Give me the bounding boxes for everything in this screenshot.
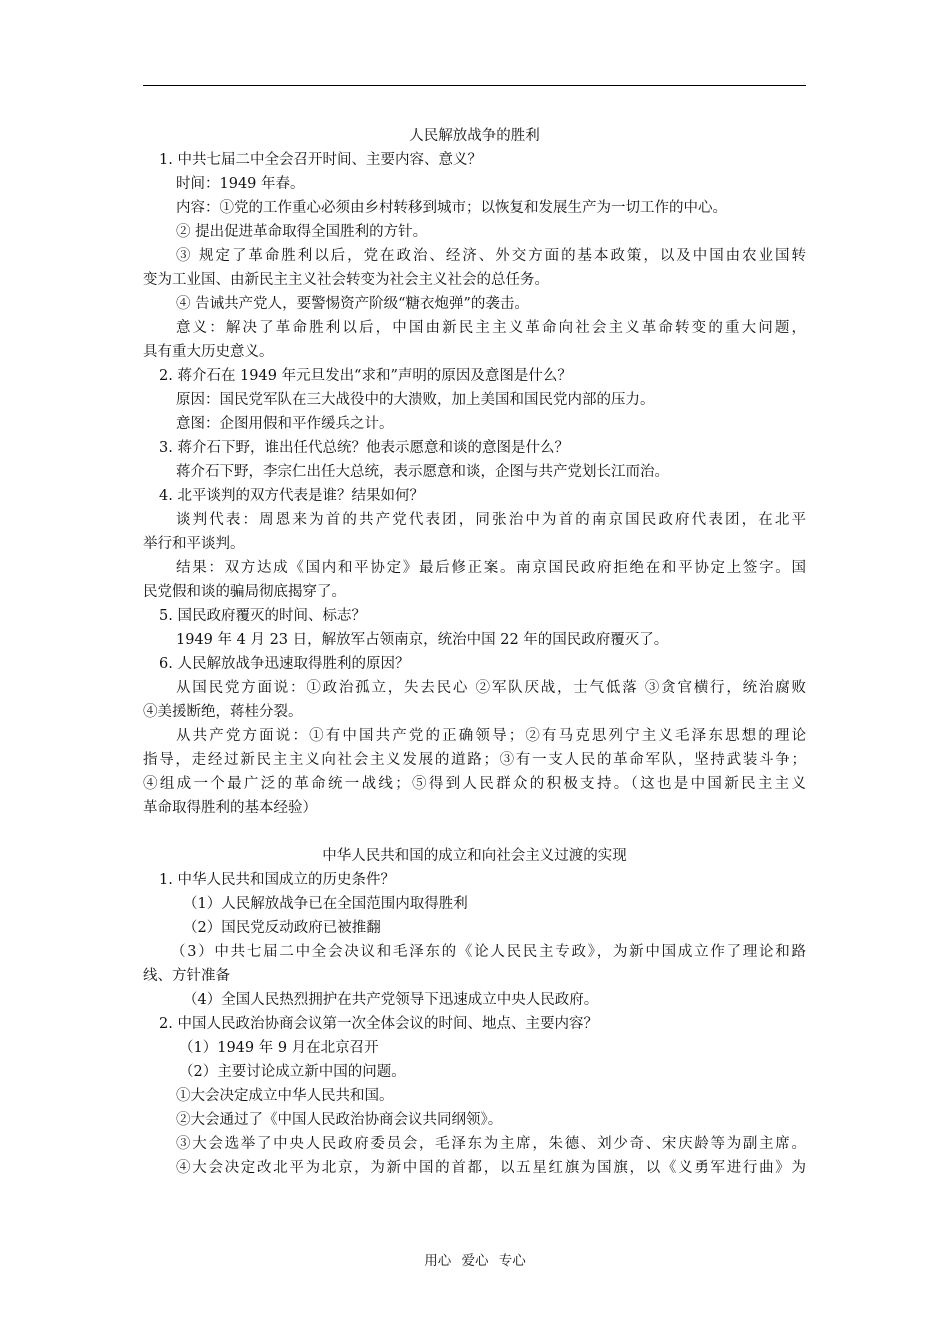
text-line: （2）国民党反动政府已被推翻 [183,920,381,936]
text-line: 举行和平谈判。 [143,536,245,552]
text-line: 民党假和谈的骗局彻底揭穿了。 [143,584,346,600]
text-line: 从国民党方面说：①政治孤立，失去民心 ②军队厌战，士气低落 ③贪官横行，统治腐败 [176,680,806,696]
text-line: 2. 中国人民政治协商会议第一次全体会议的时间、地点、主要内容？ [159,1016,598,1032]
text-line: （4）全国人民热烈拥护在共产党领导下迅速成立中央人民政府。 [183,992,599,1008]
text-line: 变为工业国、由新民主主义社会转变为社会主义社会的总任务。 [143,272,549,288]
text-line: （2）主要讨论成立新中国的问题。 [179,1064,406,1080]
text-line: 意义：解决了革命胜利以后，中国由新民主主义革命向社会主义革命转变的重大问题， [176,320,806,336]
text-line: ③ 规定了革命胜利以后，党在政治、经济、外交方面的基本政策，以及中国由农业国转 [176,248,806,264]
text-line: 线、方针准备 [143,968,230,984]
text-line: 原因：国民党军队在三大战役中的大溃败，加上美国和国民党内部的压力。 [176,392,655,408]
text-line: （3）中共七届二中全会决议和毛泽东的《论人民民主专政》，为新中国成立作了理论和路 [171,944,806,960]
section-title: 人民解放战争的胜利 [409,128,540,144]
text-line: 革命取得胜利的基本经验） [143,800,317,816]
text-line: 1949 年 4 月 23 日，解放军占领南京，统治中国 22 年的国民政府覆灭了。 [176,632,669,648]
text-line: ④美援断绝，蒋桂分裂。 [143,704,303,720]
text-line: 谈判代表：周恩来为首的共产党代表团，同张治中为首的南京国民政府代表团，在北平 [176,512,806,528]
text-line: ①大会决定成立中华人民共和国。 [176,1088,394,1104]
text-line: 具有重大历史意义。 [143,344,274,360]
page-footer: 用心 爱心 专心 [424,1253,526,1269]
section-title: 中华人民共和国的成立和向社会主义过渡的实现 [322,848,627,864]
text-line: 5. 国民政府覆灭的时间、标志？ [159,608,366,624]
text-line: ④组成一个最广泛的革命统一战线；⑤得到人民群众的积极支持。（这也是中国新民主主义 [143,776,806,792]
text-line: 1. 中共七届二中全会召开时间、主要内容、意义？ [159,152,482,168]
text-line: ③大会选举了中央人民政府委员会，毛泽东为主席，朱德、刘少奇、宋庆龄等为副主席。 [176,1136,806,1152]
text-line: ② 提出促进革命取得全国胜利的方针。 [176,224,428,240]
text-line: 1. 中华人民共和国成立的历史条件？ [159,872,395,888]
section-1-content [143,148,806,820]
text-line: 意图：企图用假和平作缓兵之计。 [176,416,394,432]
text-line: （1）人民解放战争已在全国范围内取得胜利 [183,896,468,912]
section-gap [143,820,806,844]
text-line: 蒋介石下野，李宗仁出任大总统，表示愿意和谈，企图与共产党划长江而治。 [176,464,669,480]
text-line: ④ 告诫共产党人，要警惕资产阶级“糖衣炮弹”的袭击。 [176,296,529,312]
document-body [143,124,806,1180]
text-line: 结果：双方达成《国内和平协定》最后修正案。南京国民政府拒绝在和平协定上签字。国 [176,560,806,576]
text-line: ④大会决定改北平为北京，为新中国的首都，以五星红旗为国旗，以《义勇军进行曲》为 [176,1160,806,1176]
header-rule [143,85,806,86]
text-line: 指导，走经过新民主主义向社会主义发展的道路；③有一支人民的革命军队，坚持武装斗争； [143,752,806,768]
text-line: 内容：①党的工作重心必须由乡村转移到城市；以恢复和发展生产为一切工作的中心。 [176,200,727,216]
text-line: 2. 蒋介石在 1949 年元旦发出“求和”声明的原因及意图是什么？ [159,368,572,384]
text-line: 6. 人民解放战争迅速取得胜利的原因？ [159,656,410,672]
text-line: ②大会通过了《中国人民政治协商会议共同纲领》。 [176,1112,503,1128]
text-line: 3. 蒋介石下野，谁出任代总统？他表示愿意和谈的意图是什么？ [159,440,569,456]
text-line: 4. 北平谈判的双方代表是谁？结果如何？ [159,488,424,504]
text-line: 时间：1949 年春。 [176,176,305,192]
text-line: （1）1949 年 9 月在北京召开 [179,1040,379,1056]
text-line: 从共产党方面说：①有中国共产党的正确领导；②有马克思列宁主义毛泽东思想的理论 [176,728,806,744]
section-2-content [143,868,806,1180]
